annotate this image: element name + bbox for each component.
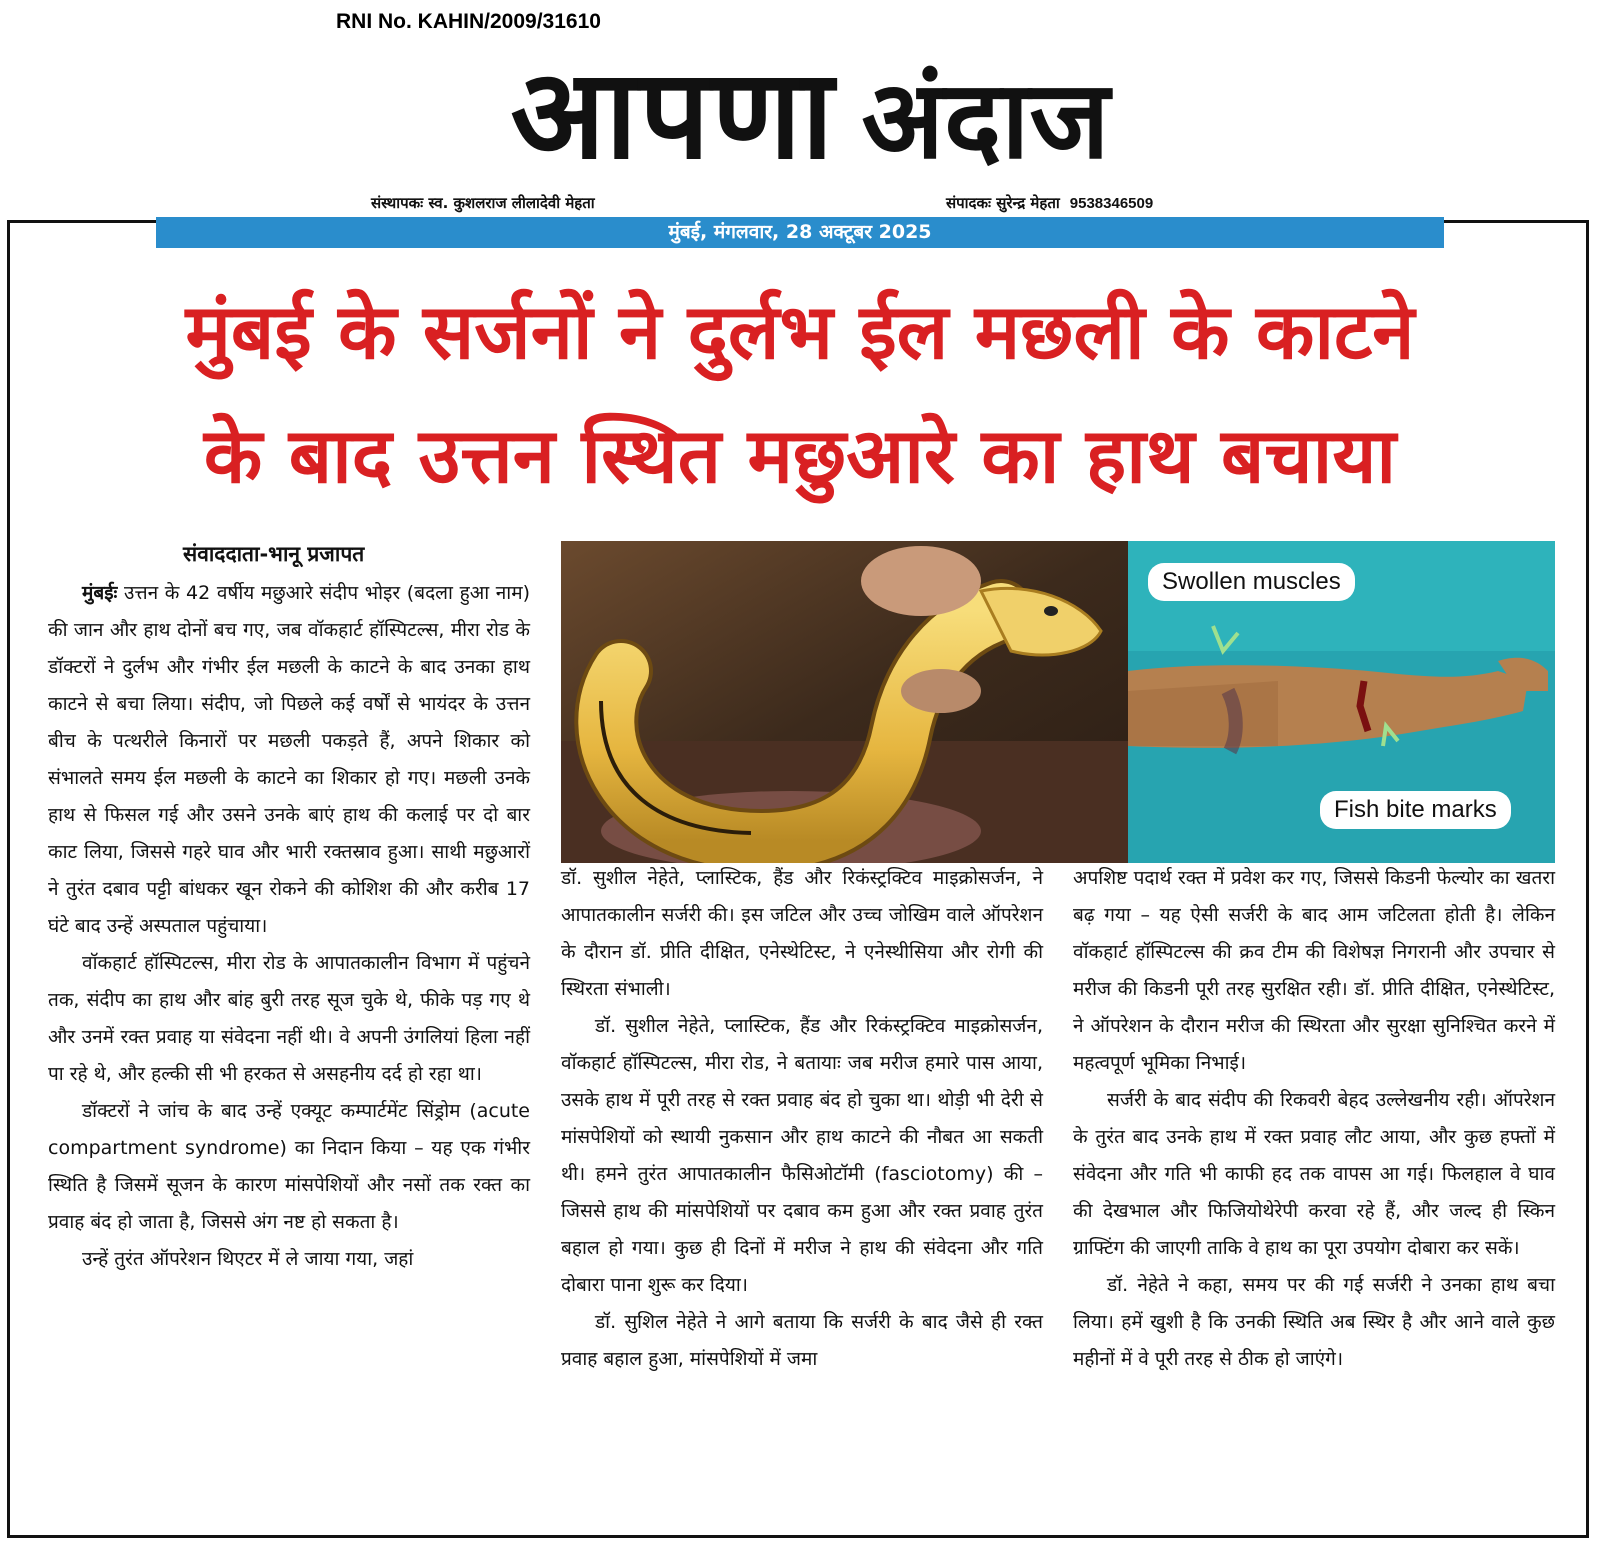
- founder-credit: संस्थापकः स्व. कुशलराज लीलादेवी मेहता: [371, 194, 595, 212]
- paragraph-6: डॉ. सुशील नेहेते, प्लास्टिक, हैंड और रिकंस्ट्रक्टिव माइक्रोसर्जन, वॉकहार्ट हॉस्पिटल्स, मीरा रोड, ने बतायाः जब मरीज हमारे पास आया, उसके हाथ में पूरी तरह से रक्त प्रवाह बंद हो चुका था। थोड़ी भी देरी से मांसपेशियों को स्थायी नुकसान और हाथ काटने की नौबत आ सकती थी। हमने तुरंत आपातकालीन फैसिओटॉमी (fasciotomy) की – जिससे हाथ की मांसपेशियों पर दबाव कम हुआ और रक्त प्रवाह तुरंत बहाल हो गया। कुछ ही दिनों में मरीज ने हाथ की संवेदना और गति दोबारा पाना शुरू कर दिया।: [561, 1015, 1043, 1296]
- article-column-2: [561, 860, 1043, 1378]
- arm-photo: [1128, 541, 1555, 863]
- paragraph-2: वॉकहार्ट हॉस्पिटल्स, मीरा रोड के आपातकालीन विभाग में पहुंचने तक, संदीप का हाथ और बांह बुरी तरह सूज चुके थे, फीके पड़ गए थे और उनमें रक्त प्रवाह या संवेदना नहीं थी। वे अपनी उंगलियां हिला नहीं पा रहे थे, और हल्की सी भी हरकत से असहनीय दर्द हो रहा था।: [48, 952, 530, 1085]
- eel-photo: [561, 541, 1128, 863]
- article-column-3: [1073, 860, 1555, 1378]
- masthead-word-2: अंदाज: [861, 58, 1110, 183]
- paragraph-8: अपशिष्ट पदार्थ रक्त में प्रवेश कर गए, जिससे किडनी फेल्योर का खतरा बढ़ गया – यह ऐसी सर्जरी के बाद आम जटिलता होती है। लेकिन वॉकहार्ट हॉस्पिटल्स की क्रव टीम की विशेषज्ञ निगरानी और उपचार से मरीज की किडनी पूरी तरह सुरक्षित रही। डॉ. प्रीति दीक्षित, एनेस्थेटिस्ट, ने ऑपरेशन के दौरान मरीज की स्थिरता और सुरक्षा सुनिश्चित करने में महत्वपूर्ण भूमिका निभाई।: [1073, 867, 1555, 1074]
- dateline-place: मुंबईः: [82, 582, 118, 604]
- masthead-word-1: आपणा: [510, 43, 836, 187]
- masthead: [360, 40, 1260, 190]
- byline: संवाददाता-भानू प्रजापत: [183, 542, 365, 566]
- editor-phone: 9538346509: [1069, 195, 1154, 212]
- headline-line-2: के बाद उत्तन स्थित मछुआरे का हाथ बचाया: [203, 411, 1397, 500]
- paragraph-7: डॉ. सुशिल नेहेते ने आगे बताया कि सर्जरी के बाद जैसे ही रक्त प्रवाह बहाल हुआ, मांसपेशियों में जमा: [561, 1311, 1043, 1370]
- editor-label: संपादकः सुरेन्द्र मेहता: [946, 194, 1060, 212]
- label-fish-bite-marks: Fish bite marks: [1320, 791, 1511, 829]
- paragraph-3: डॉक्टरों ने जांच के बाद उन्हें एक्यूट कम्पार्टमेंट सिंड्रोम (acute compartment syndrome) का निदान किया – यह एक गंभीर स्थिति है जिसमें सूजन के कारण मांसपेशियों और नसों तक रक्त का प्रवाह बंद हो जाता है, जिससे अंग नष्ट हो सकता है।: [48, 1100, 530, 1233]
- rni-number: RNI No. KAHIN/2009/31610: [336, 10, 601, 33]
- eel-illustration: [561, 541, 1128, 863]
- paragraph-5: डॉ. सुशील नेहेते, प्लास्टिक, हैंड और रिकंस्ट्रक्टिव माइक्रोसर्जन, ने आपातकालीन सर्जरी की। इस जटिल और उच्च जोखिम वाले ऑपरेशन के दौरान डॉ. प्रीति दीक्षित, एनेस्थेटिस्ट, ने एनेस्थीसिया और रोगी की स्थिरता संभाली।: [561, 867, 1043, 1000]
- article-column-1: [48, 575, 530, 1278]
- paragraph-4: उन्हें तुरंत ऑपरेशन थिएटर में ले जाया गया, जहां: [82, 1248, 414, 1270]
- paragraph-9: सर्जरी के बाद संदीप की रिकवरी बेहद उल्लेखनीय रही। ऑपरेशन के तुरंत बाद उनके हाथ में रक्त प्रवाह लौट आया, और कुछ हफ्तों में संवेदना और गति भी काफी हद तक वापस आ गई। फिलहाल वे घाव की देखभाल और फिजियोथेरेपी करवा रहे हैं, और जल्द ही स्किन ग्राफ्टिंग की जाएगी ताकि वे हाथ का पूरा उपयोग दोबारा कर सकें।: [1073, 1089, 1555, 1259]
- paragraph-10: डॉ. नेहेते ने कहा, समय पर की गई सर्जरी ने उनका हाथ बचा लिया। हमें खुशी है कि उनकी स्थिति अब स्थिर है और आने वाले कुछ महीनों में वे पूरी तरह से ठीक हो जाएंगे।: [1073, 1274, 1555, 1370]
- label-swollen-muscles: Swollen muscles: [1148, 563, 1355, 601]
- editor-credit: [946, 193, 1153, 213]
- headline-line-1: मुंबई के सर्जनों ने दुर्लभ ईल मछली के काटने: [185, 287, 1415, 376]
- headline: [30, 270, 1570, 518]
- dateline-band: मुंबई, मंगलवार, 28 अक्टूबर 2025: [156, 217, 1444, 248]
- paragraph-1: मुंबईः उत्तन के 42 वर्षीय मछुआरे संदीप भोइर (बदला हुआ नाम) की जान और हाथ दोनों बच गए, जब वॉकहार्ट हॉस्पिटल्स, मीरा रोड के डॉक्टरों ने दुर्लभ और गंभीर ईल मछली के काटने के बाद उनका हाथ काटने से बचा लिया। संदीप, जो पिछले कई वर्षों से भायंदर के उत्तन बीच के पत्थरीले किनारों पर मछली पकड़ते हैं, अपने शिकार को संभालते समय ईल मछली के काटने का शिकार हो गए। मछली उनके हाथ से फिसल गई और उसने उनके बाएं हाथ की कलाई पर दो बार काट लिया, जिससे गहरे घाव और भारी रक्तस्राव हुआ। साथी मछुआरों ने तुरंत दबाव पट्टी बांधकर खून रोकने की कोशिश की और करीब 17 घंटे बाद उन्हें अस्पताल पहुंचाया।: [48, 582, 530, 937]
